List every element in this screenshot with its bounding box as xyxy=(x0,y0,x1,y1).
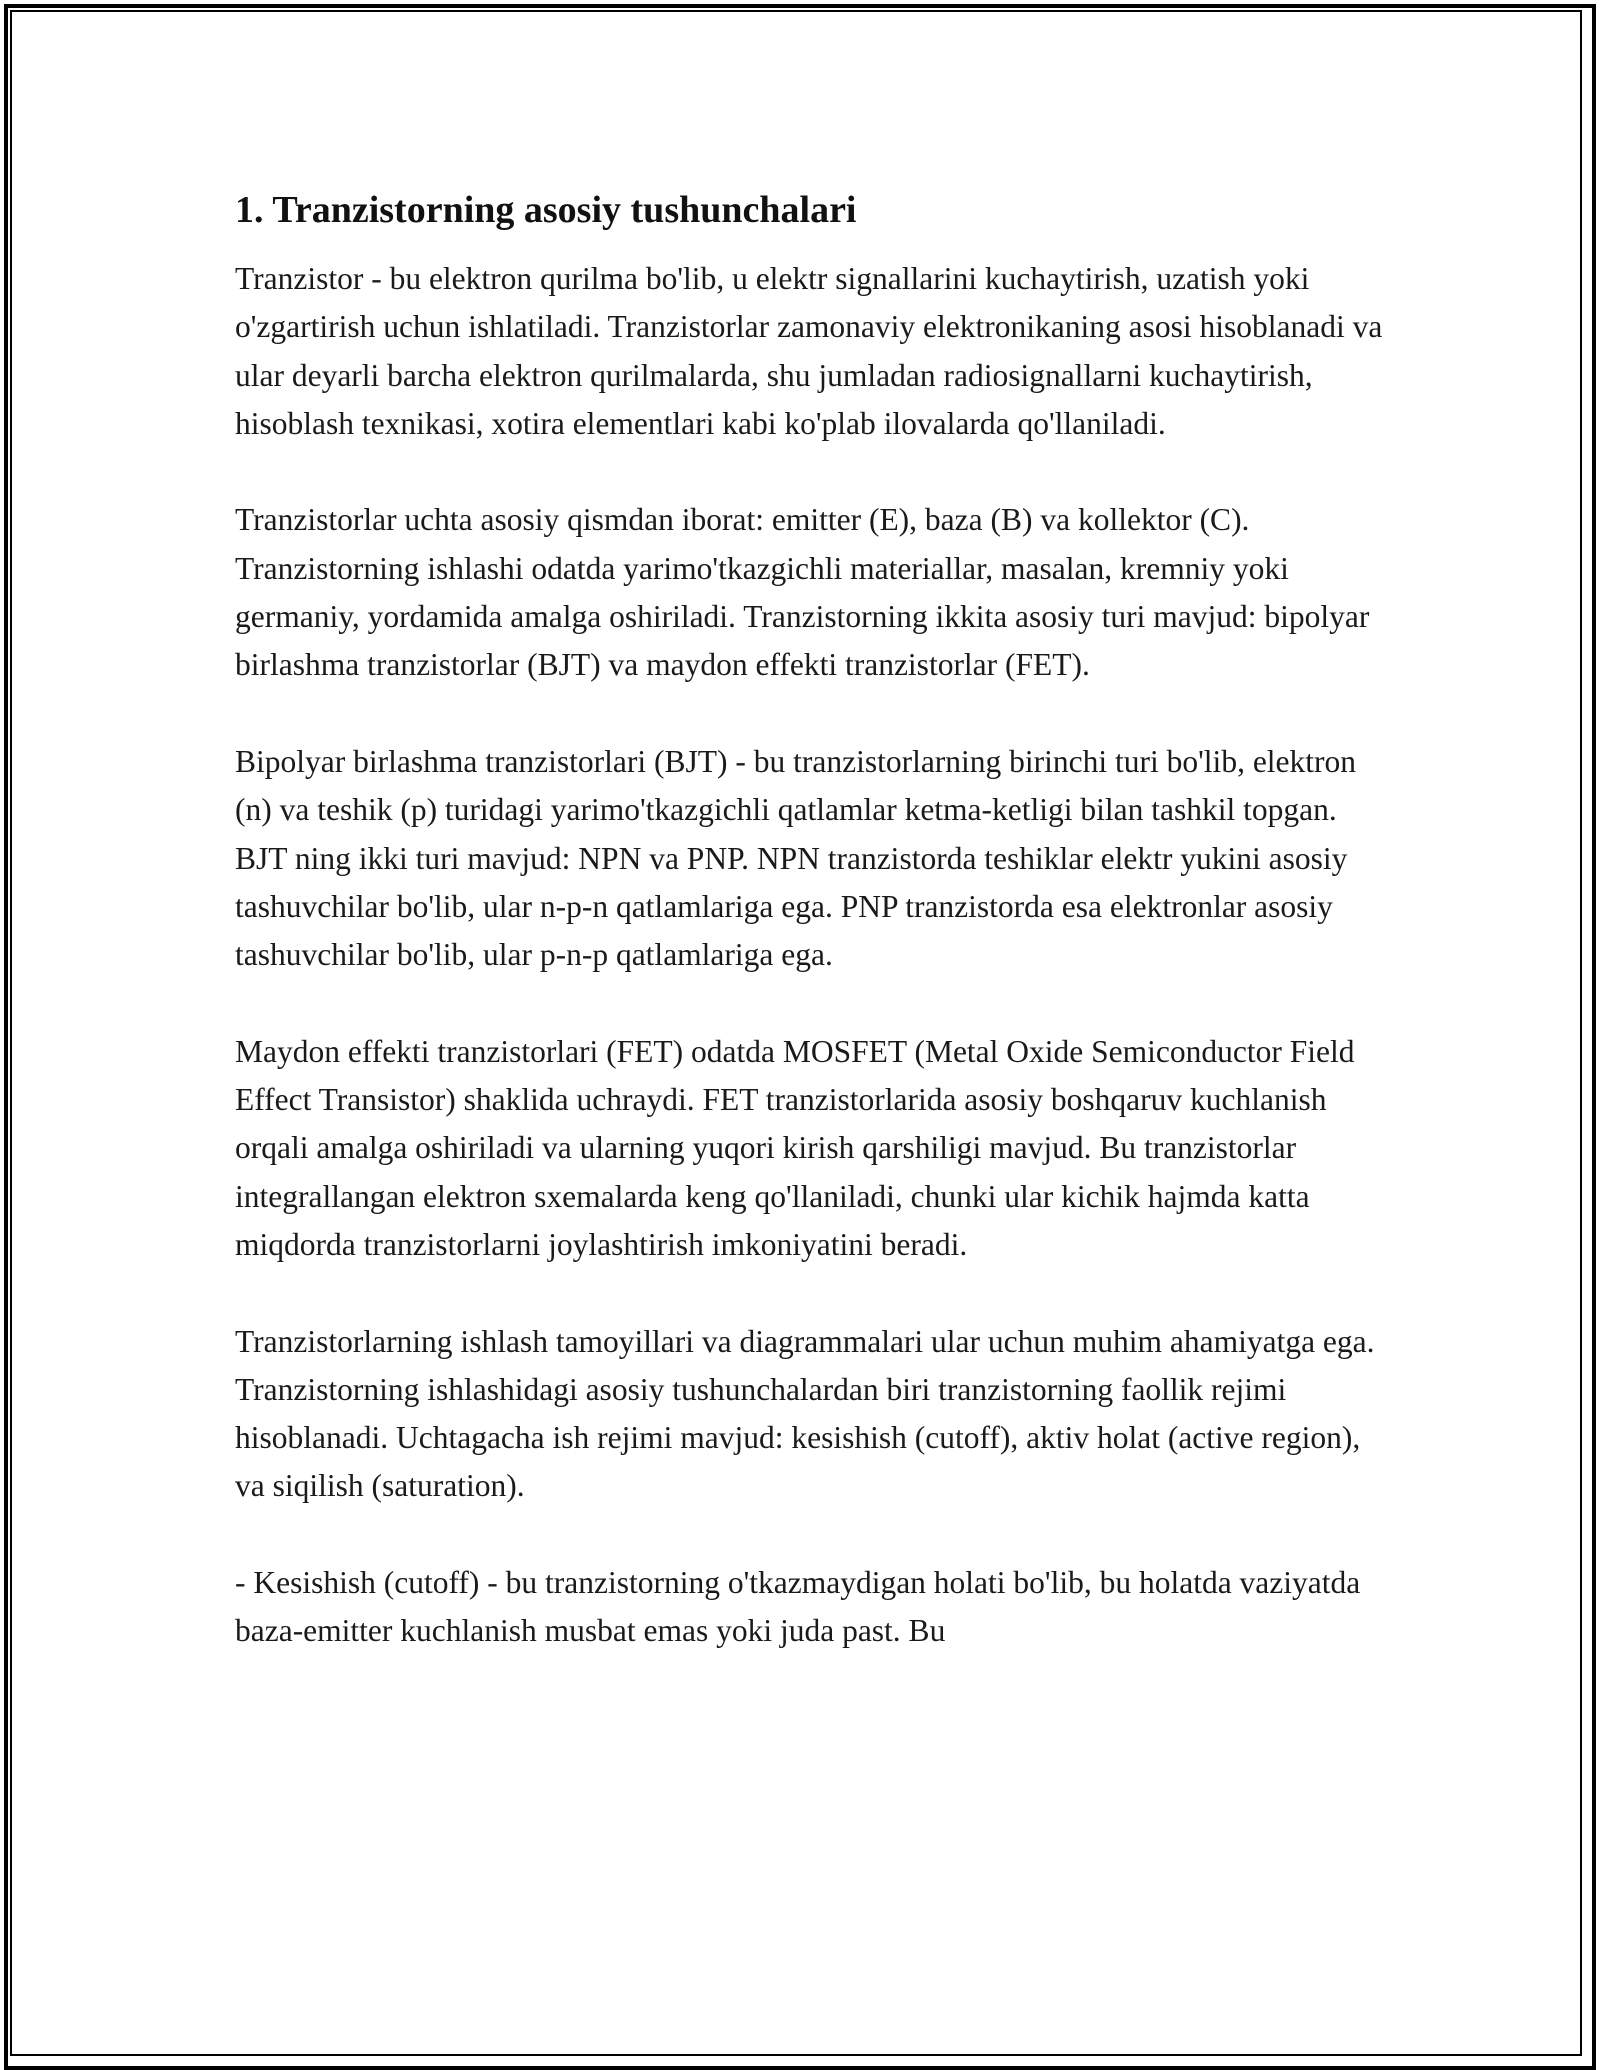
paragraph-modes: Tranzistorlarning ishlash tamoyillari va diagrammalari ular uchun muhim ahamiyatga ega. Tranzistorning ishlashidagi asosiy tushunchalardan biri tranzistorning faollik rejimi hisoblanadi. Uchtagacha ish rejimi mavjud: kesishish (cutoff), aktiv holat (active region), va siqilish (saturation). xyxy=(235,1323,1375,1504)
document-body xyxy=(235,185,1385,1704)
paragraph-bjt: Bipolyar birlashma tranzistorlari (BJT) - bu tranzistorlarning birinchi turi bo'lib, elektron (n) va teshik (p) turidagi yarimo'tkazgichli qatlamlar ketma-ketligi bilan tashkil topgan. BJT ning ikki turi mavjud: NPN va PNP. NPN tranzistorda teshiklar elektr yukini asosiy tashuvchilar bo'lib, ular n-p-n qatlamlariga ega. PNP tranzistorda esa elektronlar asosiy tashuvchilar bo'lib, ular p-n-p qatlamlariga ega. xyxy=(235,743,1357,973)
paragraph-intro: Tranzistor - bu elektron qurilma bo'lib, u elektr signallarini kuchaytirish, uzatish yoki o'zgartirish uchun ishlatiladi. Tranzistorlar zamonaviy elektronikaning asosi hisoblanadi va ular deyarli barcha elektron qurilmalarda, shu jumladan radiosignallarni kuchaytirish, hisoblash texnikasi, xotira elementlari kabi ko'plab ilovalarda qo'llaniladi. xyxy=(235,261,1383,441)
paragraph-structure: Tranzistorlar uchta asosiy qismdan iborat: emitter (E), baza (B) va kollektor (C). Tranzistorning ishlashi odatda yarimo'tkazgichli materiallar, masalan, kremniy yoki germaniy, yordamida amalga oshiriladi. Tranzistorning ikkita asosiy turi mavjud: bipolyar birlashma tranzistorlar (BJT) va maydon effekti tranzistorlar (FET). xyxy=(235,502,1370,683)
paragraph-cutoff: - Kesishish (cutoff) - bu tranzistorning o'tkazmaydigan holati bo'lib, bu holatda vaziyatda baza-emitter kuchlanish musbat emas yoki juda past. Bu xyxy=(235,1565,1361,1649)
paragraph-fet: Maydon effekti tranzistorlari (FET) odatda MOSFET (Metal Oxide Semiconductor Field Effect Transistor) shaklida uchraydi. FET tranzistorlarida asosiy boshqaruv kuchlanish orqali amalga oshiriladi va ularning yuqori kirish qarshiligi mavjud. Bu tranzistorlar integrallangan elektron sxemalarda keng qo'llaniladi, chunki ular kichik hajmda katta miqdorda tranzistorlarni joylashtirish imkoniyatini beradi. xyxy=(235,1033,1355,1262)
section-heading: 1. Tranzistorning asosiy tushunchalari xyxy=(235,189,857,231)
